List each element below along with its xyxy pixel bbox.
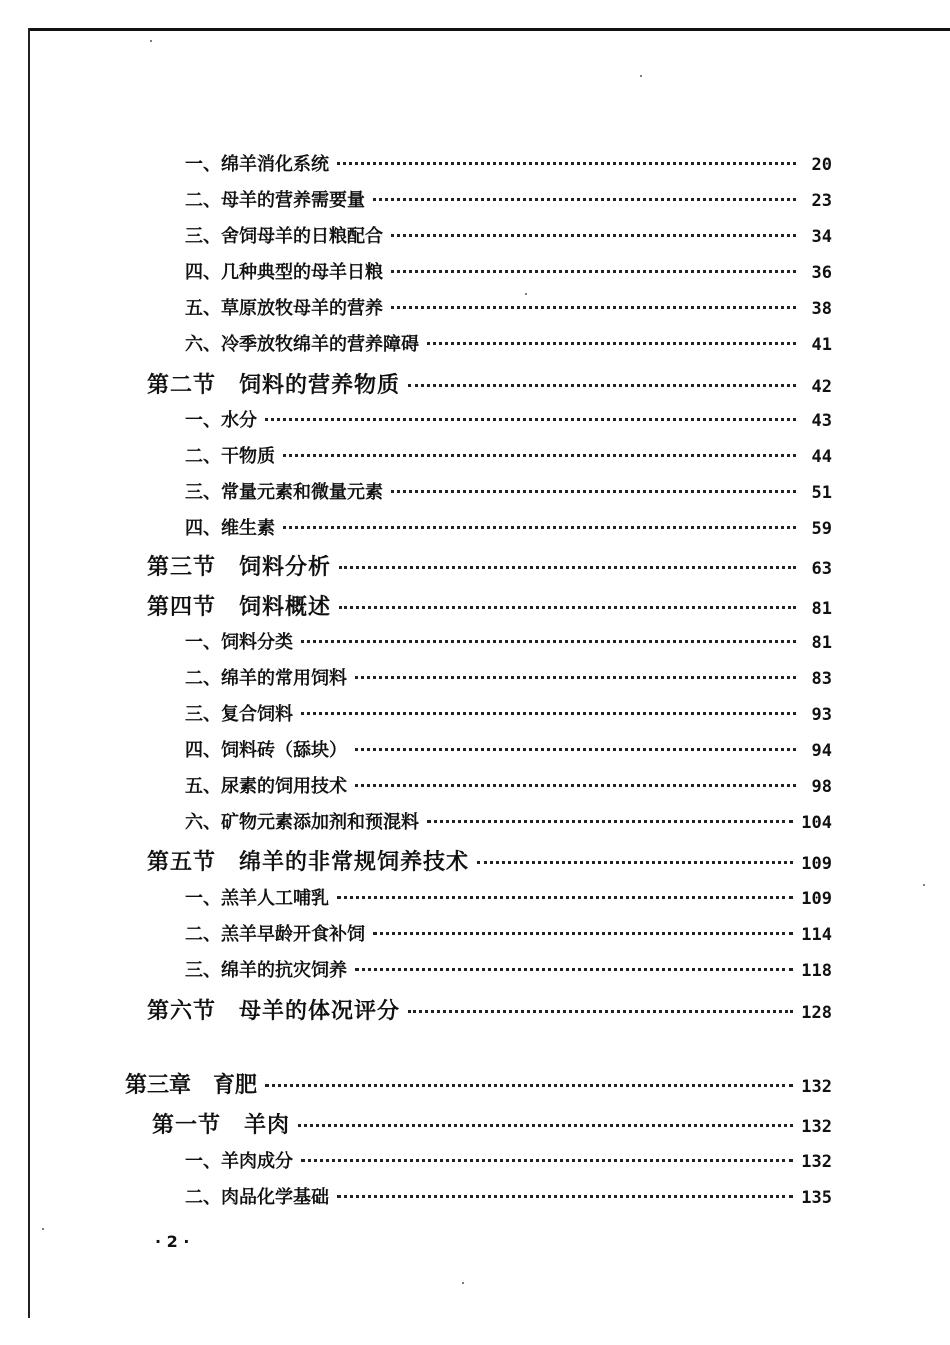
- toc-item-page: 20: [811, 155, 832, 175]
- toc-section-page: 128: [801, 1003, 832, 1023]
- toc-item-page: 83: [811, 669, 832, 689]
- toc-item-page: 41: [811, 335, 832, 355]
- toc-item-page: 114: [801, 925, 832, 945]
- toc-section: [147, 590, 832, 621]
- dot-leader: [355, 784, 796, 787]
- toc-item-label: 二、肉品化学基础: [185, 1187, 329, 1208]
- toc-item: [185, 956, 832, 982]
- dot-leader: [408, 384, 796, 387]
- toc-section-label: 第一节 羊肉: [152, 1112, 291, 1138]
- toc-item-label: 四、几种典型的母羊日粮: [185, 262, 383, 283]
- toc-item-label: 一、绵羊消化系统: [185, 154, 329, 175]
- toc-section-page: 81: [811, 599, 832, 619]
- dot-leader: [337, 896, 793, 899]
- dot-leader: [283, 454, 796, 457]
- toc-item-page: 38: [811, 299, 832, 319]
- toc-item: [185, 920, 832, 946]
- toc-section-label: 第五节 绵羊的非常规饲养技术: [147, 849, 470, 875]
- toc-item: [185, 628, 832, 654]
- toc-item-label: 一、饲料分类: [185, 632, 293, 653]
- toc-item: [185, 258, 832, 284]
- toc-item: [185, 222, 832, 248]
- toc-item-label: 二、母羊的营养需要量: [185, 190, 365, 211]
- toc-item-label: 三、常量元素和微量元素: [185, 482, 383, 503]
- toc-item-page: 135: [801, 1188, 832, 1208]
- toc-item: [185, 186, 832, 212]
- toc-item: [185, 1183, 832, 1209]
- dot-leader: [339, 606, 796, 609]
- toc-section-page: 109: [801, 854, 832, 874]
- toc-item-page: 59: [811, 519, 832, 539]
- toc-section: [147, 550, 832, 581]
- dot-leader: [301, 1159, 793, 1162]
- toc-item-page: 51: [811, 483, 832, 503]
- toc-section-page: 132: [801, 1117, 832, 1137]
- dot-leader: [373, 932, 793, 935]
- toc-item-page: 94: [811, 741, 832, 761]
- dot-leader: [427, 342, 796, 345]
- scan-speck: [923, 884, 925, 886]
- toc-item-label: 五、尿素的饲用技术: [185, 776, 347, 797]
- toc-item-page: 34: [811, 227, 832, 247]
- toc-chapter: [125, 1068, 832, 1099]
- toc-item-page: 118: [801, 961, 832, 981]
- toc-item-label: 四、维生素: [185, 518, 275, 539]
- dot-leader: [301, 640, 796, 643]
- toc-item: [185, 442, 832, 468]
- toc-chapter-label: 第三章 育肥: [125, 1072, 258, 1098]
- toc-section-page: 63: [811, 559, 832, 579]
- toc-section: [147, 368, 832, 399]
- toc-section-label: 第六节 母羊的体况评分: [147, 998, 401, 1024]
- dot-leader: [391, 234, 796, 237]
- dot-leader: [477, 861, 793, 864]
- toc-item: [185, 478, 832, 504]
- dot-leader: [427, 820, 793, 823]
- toc-item-label: 三、复合饲料: [185, 704, 293, 725]
- toc-item-page: 43: [811, 411, 832, 431]
- scan-speck: [525, 293, 527, 295]
- toc-item-label: 五、草原放牧母羊的营养: [185, 298, 383, 319]
- toc-item-label: 二、干物质: [185, 446, 275, 467]
- dot-leader: [391, 306, 796, 309]
- toc-item-page: 93: [811, 705, 832, 725]
- dot-leader: [391, 490, 796, 493]
- dot-leader: [337, 1195, 793, 1198]
- toc-item-label: 六、冷季放牧绵羊的营养障碍: [185, 334, 419, 355]
- toc-item: [185, 330, 832, 356]
- toc-section-label: 第二节 饲料的营养物质: [147, 372, 401, 398]
- dot-leader: [283, 526, 796, 529]
- toc-item: [185, 884, 832, 910]
- toc-section-label: 第四节 饲料概述: [147, 594, 332, 620]
- dot-leader: [339, 566, 796, 569]
- scan-speck: [462, 1282, 464, 1284]
- dot-leader: [408, 1010, 793, 1013]
- dot-leader: [391, 270, 796, 273]
- toc-item-page: 36: [811, 263, 832, 283]
- dot-leader: [355, 748, 796, 751]
- toc-item-page: 98: [811, 777, 832, 797]
- toc-item: [185, 700, 832, 726]
- toc-item-page: 104: [801, 813, 832, 833]
- toc-item-label: 四、饲料砖（舔块）: [185, 740, 347, 761]
- toc-item-label: 一、水分: [185, 410, 257, 431]
- toc-item-label: 二、绵羊的常用饲料: [185, 668, 347, 689]
- dot-leader: [265, 1084, 793, 1087]
- toc-item-label: 二、羔羊早龄开食补饲: [185, 924, 365, 945]
- dot-leader: [355, 676, 796, 679]
- dot-leader: [265, 418, 796, 421]
- dot-leader: [337, 162, 796, 165]
- toc-section: [147, 994, 832, 1025]
- dot-leader: [298, 1124, 793, 1127]
- toc-item: [185, 294, 832, 320]
- toc-section: [152, 1108, 832, 1139]
- toc-item: [185, 1147, 832, 1173]
- dot-leader: [373, 198, 796, 201]
- toc-chapter-page: 132: [801, 1077, 832, 1097]
- scan-speck: [640, 75, 642, 77]
- toc-section-page: 42: [811, 377, 832, 397]
- toc-item: [185, 736, 832, 762]
- toc-item-label: 三、舍饲母羊的日粮配合: [185, 226, 383, 247]
- toc-item: [185, 808, 832, 834]
- toc-item-page: 23: [811, 191, 832, 211]
- toc-item: [185, 664, 832, 690]
- toc-item-label: 一、羔羊人工哺乳: [185, 888, 329, 909]
- toc-section: [147, 845, 832, 876]
- toc-item: [185, 772, 832, 798]
- toc-item-page: 44: [811, 447, 832, 467]
- scan-speck: [42, 1228, 44, 1230]
- scan-speck: [150, 40, 152, 42]
- toc-item-page: 132: [801, 1152, 832, 1172]
- toc-item-page: 81: [811, 633, 832, 653]
- dot-leader: [301, 712, 796, 715]
- toc-item: [185, 150, 832, 176]
- toc-item-label: 一、羊肉成分: [185, 1151, 293, 1172]
- toc-section-label: 第三节 饲料分析: [147, 554, 332, 580]
- toc-item-label: 六、矿物元素添加剂和预混料: [185, 812, 419, 833]
- toc-item-page: 109: [801, 889, 832, 909]
- dot-leader: [355, 968, 793, 971]
- toc-item: [185, 406, 832, 432]
- toc-item-label: 三、绵羊的抗灾饲养: [185, 960, 347, 981]
- toc-item: [185, 514, 832, 540]
- page-number: · 2 ·: [155, 1232, 190, 1251]
